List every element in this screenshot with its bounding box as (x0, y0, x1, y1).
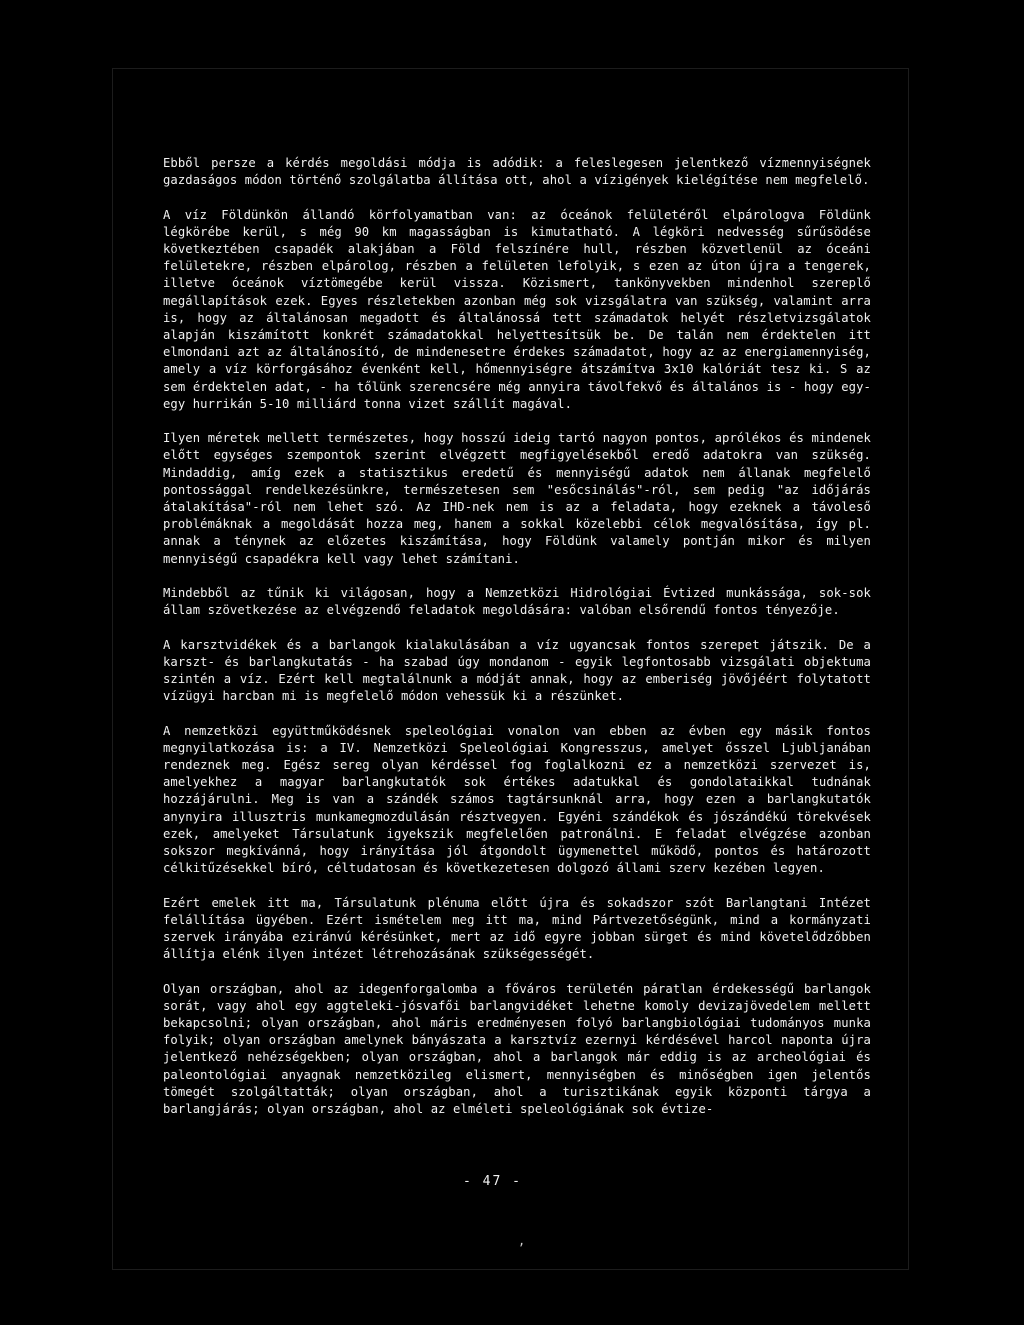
paragraph-3: Ilyen méretek mellett természetes, hogy hosszú ideig tartó nagyon pontos, aprólékos és mindenek előtt egységes szempontok szerint elvégzett megfigyelésekből eredő adatokra van szükség. Mindaddig, amíg ezek a statisztikus eredetű és mennyiségű adatok nem állanak megfelelő pontossággal rendelkezésünkre, természetesen sem "esőcsinálás"-ról, sem pedig "az időjárás átalakítása"-ról nem lehet szó. Az IHD-nek nem is az a feladata, hogy ezeknek a távoleső problémáknak a megoldását hozza meg, hanem a sokkal közelebbi célok megvalósítása, így pl. annak a ténynek az előzetes kiszámítása, hogy Földünk valamely pontján mikor és milyen mennyiségű csapadékra kell vagy lehet számítani. (163, 431, 871, 566)
paragraph-7: Ezért emelek itt ma, Társulatunk plénuma előtt újra és sokadszor szót Barlangtani Intézet felállítása ügyében. Ezért ismételem meg itt ma, mind Pártvezetőségünk, mind a kormányzati szervek irányába eziránvú kérésünket, mert az idő egyre jobban sürget és mind követelődzőbben állítja elénk ilyen intézet létrehozásának szükségességét. (163, 895, 871, 962)
page-number: - 47 - (463, 1174, 522, 1189)
paragraph-6: A nemzetközi együttműködésnek speleológiai vonalon van ebben az évben egy másik fontos megnyilatkozása is: a IV. Nemzetközi Speleológiai Kongresszus, amelyet ősszel Ljubljanában rendeznek meg. Egész sereg olyan kérdéssel fog foglalkozni ez a nemzetközi szervezet is, amelyekhez a magyar barlangkutatók sok értékes adatukkal és gondolataikkal tudnának hozzájárulni. Meg is van a szándék számos tagtársunknál arra, hogy ezen a barlangkutatók anynyira illusztris munkamegmozdulásán résztvegyen. Egyéni szándékok és jószándékú törekvések ezek, amelyeket Társulatunk igyekszik megfelelően patronálni. E feladat elvégzése azonban sokszor megkívánná, hogy irányítása jól átgondolt ügymenettel működő, pontos és határozott célkitűzésekkel bíró, céltudatosan és következetesen dolgozó állami szerv kezében legyen. (163, 723, 871, 876)
paragraph-1: Ebből persze a kérdés megoldási módja is adódik: a feleslegesen jelentkező vízmennyiségnek gazdaságos módon történő szolgálatba állítása ott, ahol a vízigények kielégítése nem megfelelő. (163, 156, 871, 188)
paragraph-2: A víz Földünkön állandó körfolyamatban van: az óceánok felületéről elpárologva Földünk légkörébe kerül, s még 90 km magasságban is kimutatható. A légköri nedvesség sűrűsödése következtében csapadék alakjában a Föld felszínére hull, részben közvetlenül az óceáni felületekre, részben elpárolog, részben a felületen lefolyik, s ezen az úton újra a tengerek, illetve óceánok víztömegébe kerül vissza. Közismert, tankönyvekben mindenhol szereplő megállapítások ezek. Egyes részletekben azonban még sok vizsgálatra van szükség, valamint arra is, hogy az általánosan megadott és általánossá tett számadatok helyét részletvizsgálatok alapján kiszámított konkrét számadatokkal helyettesítsük be. De talán nem érdektelen itt elmondani azt az általánosító, de mindenesetre érdekes számadatot, hogy az az energiamennyiség, amely a víz körforgásához évenként kell, hőmennyiségre átszámítva 3x10 kalóriát tesz ki. S az sem érdektelen adat, - ha tőlünk szerencsére még annyira távolfekvő és általános is - hogy egy-egy hurrikán 5-10 milliárd tonna vizet szállít magával. (163, 207, 871, 411)
paragraph-4: Mindebből az tűnik ki világosan, hogy a Nemzetközi Hidrológiai Évtized munkássága, sok-sok állam szövetkezése az elvégzendő feladatok megoldására: valóban elsőrendű fontos tényezője. (163, 586, 871, 618)
stray-mark: , (518, 1234, 526, 1248)
paragraph-8: Olyan országban, ahol az idegenforgalomba a főváros területén páratlan érdekességű barlangok sorát, vagy ahol egy aggteleki-jósvafői barlangvidéket lehetne komoly devizajövedelem mellett bekapcsolni; olyan országban, ahol máris eredményesen folyó barlangbiológiai tudományos munka folyik; olyan országban amelynek bányászata a karsztvíz ezernyi kérdésével harcol naponta újra jelentkező nehézségekben; olyan országban, ahol a barlangok már eddig is az archeológiai és paleontológiai anyagnak nemzetközileg elismert, mennyiségben és minőségben igen jelentős tömegét szolgáltatták; olyan országban, ahol a turisztikának egyik központi tárgya a barlangjárás; olyan országban, ahol az elméleti speleológiának sok évtize- (163, 981, 871, 1117)
paragraph-5: A karsztvidékek és a barlangok kialakulásában a víz ugyancsak fontos szerepet játszik. De a karszt- és barlangkutatás - ha szabad úgy mondanom - egyik legfontosabb vizsgálati objektuma szintén a víz. Ezért kell megtalálnunk a módját annak, hogy az emberiség jövőjéért folytatott vízügyi harcban mi is megfelelő módon vehessük ki a részünket. (163, 637, 871, 704)
document-page (112, 68, 909, 1270)
body-text (163, 155, 871, 1118)
